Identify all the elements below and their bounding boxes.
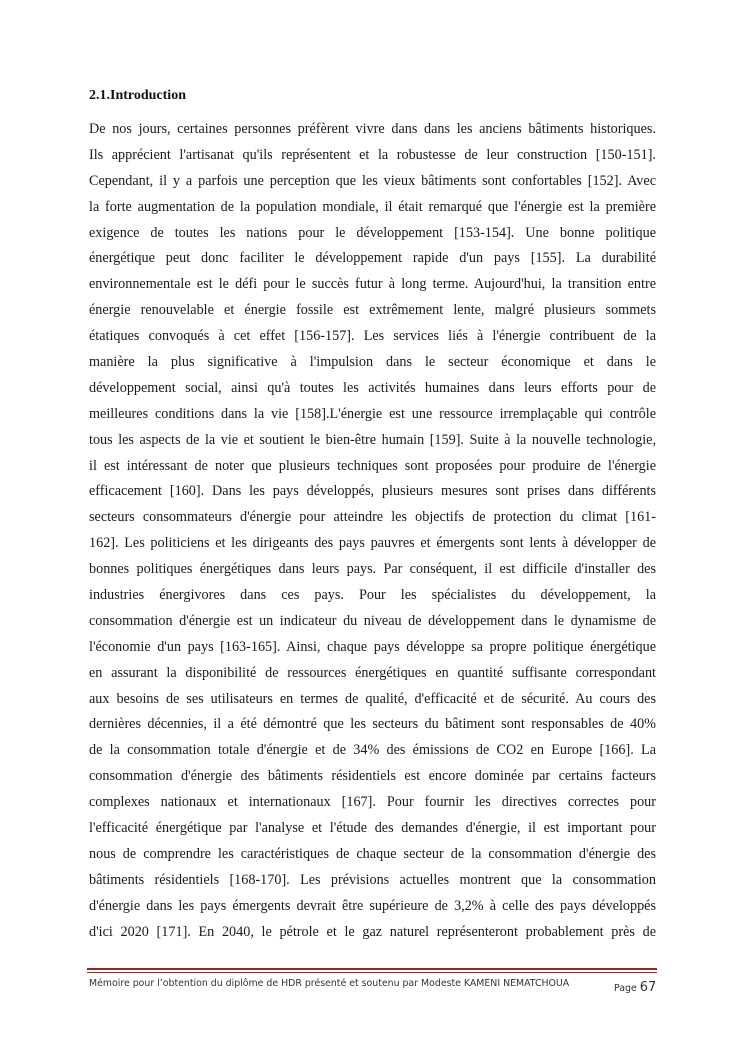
text-line: environnementale est le défi pour le succès futur à long terme. Aujourd'hui, la transition entre bbox=[89, 276, 656, 293]
text-line: d'ici 2020 [171]. En 2040, le pétrole et le gaz naturel représenteront probablement près de bbox=[89, 923, 656, 940]
text-line: secteurs consommateurs d'énergie pour atteindre les objectifs de protection du climat [161- bbox=[89, 509, 656, 526]
text-line: 162]. Les politiciens et les dirigeants des pays pauvres et émergents sont lents à développer de bbox=[89, 535, 656, 552]
text-line: meilleures conditions dans la vie [158].L'énergie est une ressource irremplaçable qui contrôle bbox=[89, 405, 656, 422]
page-label: Page bbox=[614, 983, 637, 994]
text-line: bonnes politiques énergétiques dans leurs pays. Par conséquent, il est difficile d'installer des bbox=[89, 561, 656, 578]
page-indicator bbox=[614, 976, 656, 995]
text-line: développement social, ainsi qu'à toutes les activités humaines dans leurs efforts pour de bbox=[89, 379, 656, 396]
text-line: tous les aspects de la vie et soutient le bien-être humain [159]. Suite à la nouvelle technologie, bbox=[89, 431, 656, 448]
text-line: consommation d'énergie des bâtiments résidentiels est encore dominée par certains facteurs bbox=[89, 768, 656, 785]
text-line: de la consommation totale d'énergie et de 34% des émissions de CO2 en Europe [166]. La bbox=[89, 742, 656, 759]
text-line: l'économie d'un pays [163-165]. Ainsi, chaque pays développe sa propre politique énergétique bbox=[89, 638, 656, 655]
text-line: l'efficacité énergétique par l'analyse et l'étude des demandes d'énergie, il est important pour bbox=[89, 820, 656, 837]
text-line: consommation d'énergie est un indicateur du niveau de développement dans le dynamisme de bbox=[89, 612, 656, 629]
footer-text: Mémoire pour l’obtention du diplôme de HDR présenté et soutenu par Modeste KAMENI NEMATCHOUA bbox=[89, 978, 570, 989]
footer-rule-thin bbox=[87, 972, 657, 973]
footer-rule-thick bbox=[87, 968, 657, 970]
text-line: industries énergivores dans ces pays. Pour les spécialistes du développement, la bbox=[89, 587, 656, 604]
text-line: en assurant la disponibilité de ressources énergétiques en quantité suffisante correspondant bbox=[89, 664, 656, 681]
text-line: De nos jours, certaines personnes préfèrent vivre dans dans les anciens bâtiments historiques. bbox=[89, 121, 656, 137]
body-paragraph bbox=[89, 117, 656, 946]
text-line: dernières décennies, il a été démontré que les secteurs du bâtiment sont responsables de 40% bbox=[89, 716, 656, 733]
text-line: la forte augmentation de la population mondiale, il était remarqué que l'énergie est la première bbox=[89, 198, 656, 215]
text-line: manière la plus significative à l'impulsion dans le secteur économique et dans le bbox=[89, 354, 656, 371]
text-line: il est intéressant de noter que plusieurs techniques sont proposées pour produire de l'énergie bbox=[89, 457, 656, 474]
text-line: étatiques convoqués à cet effet [156-157]. Les services liés à l'énergie contribuent de la bbox=[89, 328, 656, 345]
text-line: efficacement [160]. Dans les pays développés, plusieurs mesures sont prises dans différents bbox=[89, 483, 656, 500]
text-line: aux besoins de ses utilisateurs en termes de qualité, d'efficacité et de sécurité. Au cours des bbox=[89, 690, 656, 707]
text-line: nous de comprendre les caractéristiques de chaque secteur de la consommation d'énergie des bbox=[89, 845, 656, 862]
text-line: complexes nationaux et internationaux [167]. Pour fournir les directives correctes pour bbox=[89, 794, 656, 811]
text-line: énergie renouvelable et énergie fossile est extrêmement lente, malgré plusieurs sommets bbox=[89, 302, 656, 319]
section-heading: 2.1.Introduction bbox=[89, 88, 186, 103]
text-line: exigence de toutes les nations pour le développement [153-154]. Une bonne politique bbox=[89, 224, 656, 241]
text-line: bâtiments résidentiels [168-170]. Les prévisions actuelles montrent que la consommation bbox=[89, 871, 656, 888]
text-line: d'énergie dans les pays émergents devrait être supérieure de 3,2% à celle des pays développés bbox=[89, 897, 656, 914]
text-line: énergétique peut donc faciliter le développement rapide d'un pays [155]. La durabilité bbox=[89, 250, 656, 267]
text-line: Ils apprécient l'artisanat qu'ils représentent et la robustesse de leur construction [150-151]. bbox=[89, 146, 656, 163]
page-number: 67 bbox=[639, 980, 657, 995]
text-line: Cependant, il y a parfois une perception que les vieux bâtiments sont confortables [152]. Avec bbox=[89, 172, 656, 189]
